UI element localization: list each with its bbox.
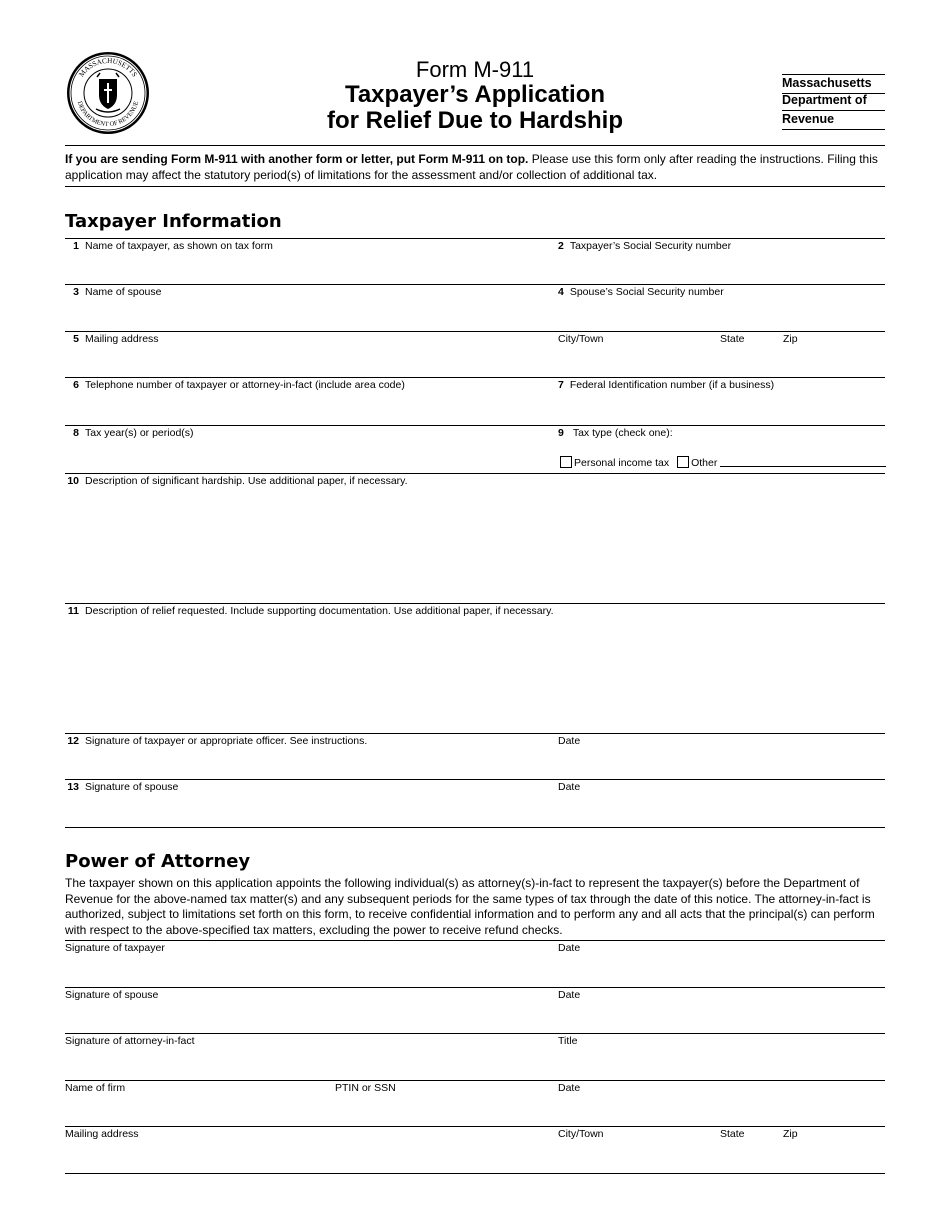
city-input[interactable] (558, 350, 712, 374)
poa-taxpayer-signature-input[interactable] (65, 959, 549, 983)
massachusetts-dor-seal (66, 51, 150, 135)
state-label: State (720, 333, 745, 345)
divider (65, 331, 885, 332)
spouse-ssn-input[interactable] (572, 303, 886, 327)
spouse-signature-input[interactable] (86, 798, 550, 822)
tax-years-input[interactable] (86, 444, 550, 468)
intro-body: Please use this form only after reading the instructions. Filing this application may affect the statutory period(s) of limitations for the assessment and/or collection of additional tax. (65, 152, 878, 182)
divider (65, 425, 885, 426)
form-title-line-1: Taxpayer’s Application (344, 81, 606, 108)
poa-ptin-label: PTIN or SSN (335, 1082, 396, 1094)
field-9-label: 9 Tax type (check one): (558, 427, 673, 439)
seal-bottom-text: DEPARTMENT OF REVENUE (75, 100, 141, 129)
field-10-label: 10 Description of significant hardship. Use additional paper, if necessary. (67, 475, 408, 487)
mailing-address-input[interactable] (86, 350, 550, 374)
field-11-label: 11 Description of relief requested. Include supporting documentation. Use additional paper, if necessary. (67, 605, 554, 617)
divider (65, 987, 885, 988)
taxpayer-signature-date-input[interactable] (558, 752, 886, 776)
poa-firm-input[interactable] (65, 1099, 329, 1123)
poa-attorney-signature-input[interactable] (65, 1052, 549, 1076)
form-title (280, 82, 670, 134)
divider (65, 827, 885, 828)
city-label: City/Town (558, 333, 604, 345)
form-title-line-2: for Relief Due to Hardship (326, 107, 624, 134)
divider (65, 603, 885, 604)
field-2-label: 2 Taxpayer’s Social Security number (558, 240, 732, 252)
telephone-input[interactable] (86, 397, 550, 421)
other-tax-input-line[interactable] (720, 456, 886, 467)
field-3-label: 3 Name of spouse (73, 286, 162, 298)
divider (65, 473, 885, 474)
divider (65, 779, 885, 780)
other-tax-checkbox[interactable] (677, 456, 689, 468)
tax-type-options (560, 456, 886, 469)
field-13-label: 13 Signature of spouse (67, 781, 179, 793)
date-label: Date (558, 1082, 581, 1094)
poa-ptin-input[interactable] (335, 1099, 549, 1123)
field-7-label: 7 Federal Identification number (if a business) (558, 379, 775, 391)
zip-input[interactable] (783, 350, 887, 374)
divider (65, 1173, 885, 1174)
agency-line-2: Department of (782, 93, 885, 111)
poa-spouse-date-input[interactable] (558, 1006, 886, 1030)
hardship-description-input[interactable] (86, 492, 886, 601)
field-4-label: 4 Spouse’s Social Security number (558, 286, 724, 298)
field-12-label: 12 Signature of taxpayer or appropriate officer. See instructions. (67, 735, 368, 747)
poa-mailing-address-label: Mailing address (65, 1128, 139, 1140)
divider (65, 186, 885, 187)
field-5-label: 5 Mailing address (73, 333, 159, 345)
divider (65, 377, 885, 378)
poa-zip-label: Zip (783, 1128, 798, 1140)
zip-label: Zip (783, 333, 798, 345)
poa-firm-label: Name of firm (65, 1082, 126, 1094)
divider (65, 1033, 885, 1034)
other-tax-label: Other (691, 457, 718, 469)
date-label: Date (558, 735, 581, 747)
divider (65, 238, 885, 239)
divider (65, 1126, 885, 1127)
date-label: Date (558, 942, 581, 954)
poa-city-label: City/Town (558, 1128, 604, 1140)
taxpayer-ssn-input[interactable] (572, 257, 886, 281)
poa-spouse-signature-label: Signature of spouse (65, 989, 159, 1001)
poa-firm-date-input[interactable] (558, 1099, 886, 1123)
divider (65, 733, 885, 734)
date-label: Date (558, 989, 581, 1001)
poa-state-input[interactable] (720, 1145, 779, 1169)
poa-title-input[interactable] (558, 1052, 886, 1076)
poa-state-label: State (720, 1128, 745, 1140)
state-input[interactable] (720, 350, 779, 374)
seal-top-text: MASSACHUSETTS (77, 56, 139, 79)
power-of-attorney-heading: Power of Attorney (65, 851, 251, 872)
poa-attorney-signature-label: Signature of attorney-in-fact (65, 1035, 195, 1047)
intro-bold: If you are sending Form M-911 with another form or letter, put Form M-911 on top. (65, 152, 529, 166)
federal-id-input[interactable] (572, 397, 886, 421)
intro-text (65, 151, 885, 183)
agency-line-3: Revenue (782, 112, 885, 130)
taxpayer-information-heading: Taxpayer Information (65, 211, 282, 232)
field-1-label: 1 Name of taxpayer, as shown on tax form (73, 240, 273, 252)
personal-income-tax-checkbox[interactable] (560, 456, 572, 468)
poa-title-label: Title (558, 1035, 578, 1047)
relief-requested-input[interactable] (86, 622, 886, 731)
poa-zip-input[interactable] (783, 1145, 887, 1169)
poa-spouse-signature-input[interactable] (65, 1006, 549, 1030)
field-6-label: 6 Telephone number of taxpayer or attorney-in-fact (include area code) (73, 379, 405, 391)
taxpayer-signature-input[interactable] (86, 752, 550, 776)
form-number: Form M-911 (415, 57, 535, 82)
spouse-signature-date-input[interactable] (558, 798, 886, 822)
poa-taxpayer-date-input[interactable] (558, 959, 886, 983)
agency-line-1: Massachusetts (782, 74, 885, 94)
power-of-attorney-text: The taxpayer shown on this application appoints the following individual(s) as attorney(s)-in-fact to represent the taxpayer(s) before the Department of Revenue for the above-named tax matter(s) and any subsequent periods for the same types of tax through the date of this notice. The attorney-in-fact is authorized, subject to limitations set forth on this form, to receive confidential information and to perform any and all acts that the principal(s) can perform with respect to the above-specified tax matters, excluding the power to receive refund checks. (65, 876, 875, 937)
poa-mailing-address-input[interactable] (65, 1145, 549, 1169)
poa-city-input[interactable] (558, 1145, 712, 1169)
date-label: Date (558, 781, 581, 793)
divider (65, 1080, 885, 1081)
divider (65, 940, 885, 941)
taxpayer-name-input[interactable] (86, 257, 550, 281)
divider (65, 284, 885, 285)
divider (65, 145, 885, 146)
personal-income-tax-label: Personal income tax (574, 457, 670, 469)
field-8-label: 8 Tax year(s) or period(s) (73, 427, 194, 439)
poa-taxpayer-signature-label: Signature of taxpayer (65, 942, 165, 954)
spouse-name-input[interactable] (86, 303, 550, 327)
